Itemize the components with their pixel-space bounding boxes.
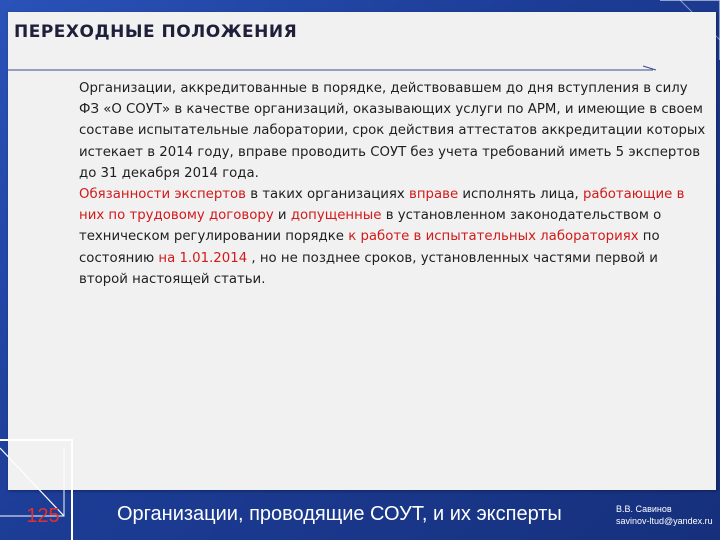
body-text-segment: , но не позднее сроков, установленных частями первой и второй настоящей статьи.	[79, 250, 658, 287]
author-email: savinov-ltud@yandex.ru	[616, 516, 713, 526]
highlight-text: к работе в испытательных лабораториях	[348, 229, 639, 245]
slide-body	[79, 78, 709, 290]
body-text-segment: и	[273, 208, 291, 224]
footer-title: Организации, проводящие СОУТ, и их эксперты	[117, 503, 562, 525]
body-text-segment: в таких организациях	[246, 187, 410, 203]
highlight-text: вправе	[409, 187, 459, 203]
paragraph-expert-duties	[79, 184, 709, 290]
paragraph-transition-provision: Организации, аккредитованные в порядке, действовавшем до дня вступления в силу ФЗ «О СОУТ» в качестве организаций, оказывающих услуги по АРМ, и имеющие в своем составе испытательные лаборатории, срок действия аттестатов аккредитации которых истекает в 2014 году, вправе проводить СОУТ без учета требований иметь 5 экспертов до 31 декабря 2014 года.	[79, 81, 706, 181]
body-text-segment: по состоянию	[79, 229, 660, 266]
highlight-text: работающие в них по трудовому договору	[79, 187, 685, 224]
body-text-segment: в установленном законодательством о техническом регулировании порядке	[79, 208, 662, 245]
slide-title: ПЕРЕХОДНЫЕ ПОЛОЖЕНИЯ	[14, 22, 298, 42]
author-name: В.В. Савинов	[616, 504, 672, 514]
page-number: 125	[26, 505, 60, 527]
highlight-text: допущенные	[290, 208, 382, 224]
highlight-text: на 1.01.2014	[158, 250, 248, 266]
body-text-segment: исполнять лица,	[458, 187, 583, 203]
author-info	[616, 503, 716, 527]
title-underline	[8, 64, 658, 76]
highlight-text: Обязанности экспертов	[79, 187, 247, 203]
